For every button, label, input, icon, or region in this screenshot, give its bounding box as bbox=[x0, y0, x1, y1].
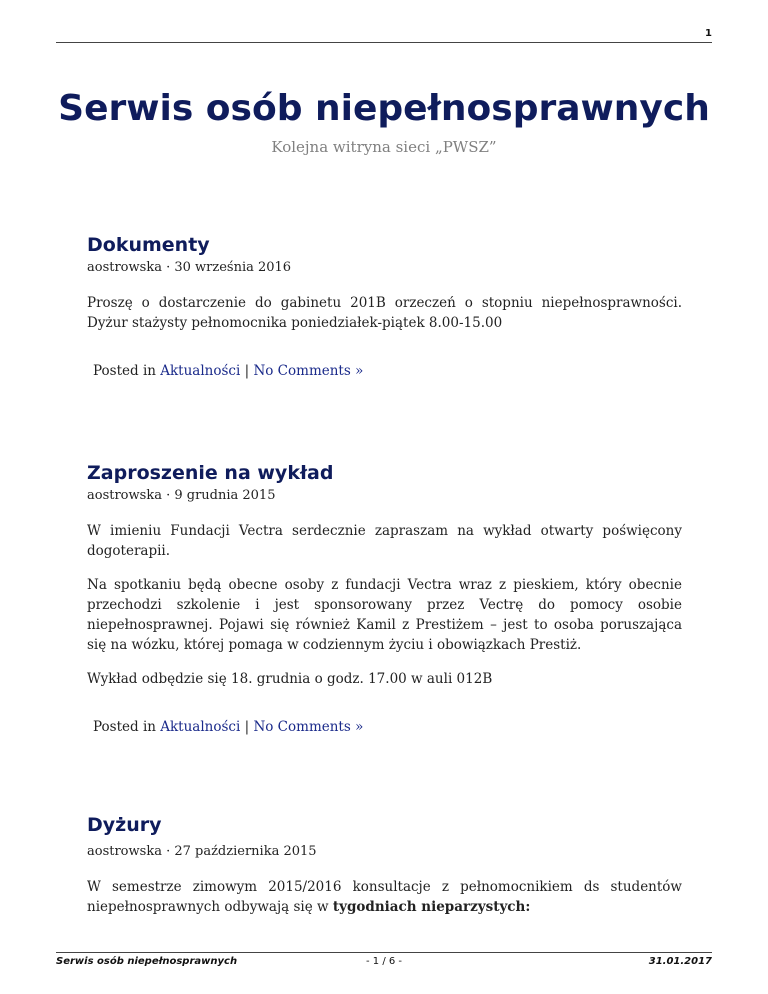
post-paragraph-emphasis: tygodniach nieparzystych: bbox=[332, 899, 531, 915]
post-paragraph bbox=[87, 877, 682, 917]
post-paragraph: Wykład odbędzie się 18. grudnia o godz. 17.00 w auli 012B bbox=[87, 671, 493, 687]
footer-separator: | bbox=[244, 719, 250, 735]
posted-in-label: Posted in bbox=[93, 719, 156, 735]
post-title[interactable]: Zaproszenie na wykład bbox=[87, 462, 334, 484]
site-title[interactable]: Serwis osób niepełnosprawnych bbox=[58, 88, 710, 129]
print-footer-page: - 1 / 6 - bbox=[365, 956, 403, 967]
comments-link[interactable]: No Comments » bbox=[253, 363, 364, 379]
post-zaproszenie bbox=[87, 462, 682, 735]
post-title[interactable]: Dokumenty bbox=[87, 234, 210, 256]
post-footer bbox=[93, 719, 682, 735]
post-meta: aostrowska · 30 września 2016 bbox=[87, 260, 292, 275]
post-paragraph: W imieniu Fundacji Vectra serdecznie zapraszam na wykład otwarty poświęcony dogoterapii. bbox=[87, 523, 682, 559]
post-dokumenty bbox=[87, 234, 682, 379]
category-link[interactable]: Aktualności bbox=[160, 719, 241, 735]
category-link[interactable]: Aktualności bbox=[160, 363, 241, 379]
post-paragraph-text: W semestrze zimowym 2015/2016 konsultacje z pełnomocnikiem ds studentów niepełnosprawnych odbywają się w bbox=[87, 879, 682, 915]
posted-in-label: Posted in bbox=[93, 363, 156, 379]
post-meta: aostrowska · 27 października 2015 bbox=[87, 844, 317, 859]
footer-separator: | bbox=[244, 363, 250, 379]
post-footer bbox=[93, 363, 682, 379]
page-number: 1 bbox=[705, 28, 712, 39]
post-paragraph: Na spotkaniu będą obecne osoby z fundacji Vectra wraz z pieskiem, który obecnie przechodzi szkolenie i jest sponsorowany przez Vectrę do pomocy osobie niepełnosprawnej. Pojawi się również Kamil z Prestiżem – jest to osoba poruszająca się na wózku, której pomaga w codziennym życiu i obowiązkach Prestiż. bbox=[87, 577, 682, 653]
print-footer-site: Serwis osób niepełnosprawnych bbox=[56, 956, 238, 967]
post-dyzury bbox=[87, 814, 682, 917]
site-tagline: Kolejna witryna sieci „PWSZ” bbox=[271, 138, 497, 156]
print-footer-date: 31.01.2017 bbox=[648, 956, 712, 967]
header-divider bbox=[56, 42, 712, 43]
post-meta: aostrowska · 9 grudnia 2015 bbox=[87, 488, 276, 503]
comments-link[interactable]: No Comments » bbox=[253, 719, 364, 735]
post-title[interactable]: Dyżury bbox=[87, 814, 162, 836]
footer-divider bbox=[56, 952, 712, 953]
post-paragraph: Proszę o dostarczenie do gabinetu 201B orzeczeń o stopniu niepełnosprawności. Dyżur stażysty pełnomocnika poniedziałek-piątek 8.00-15.00 bbox=[87, 295, 682, 331]
